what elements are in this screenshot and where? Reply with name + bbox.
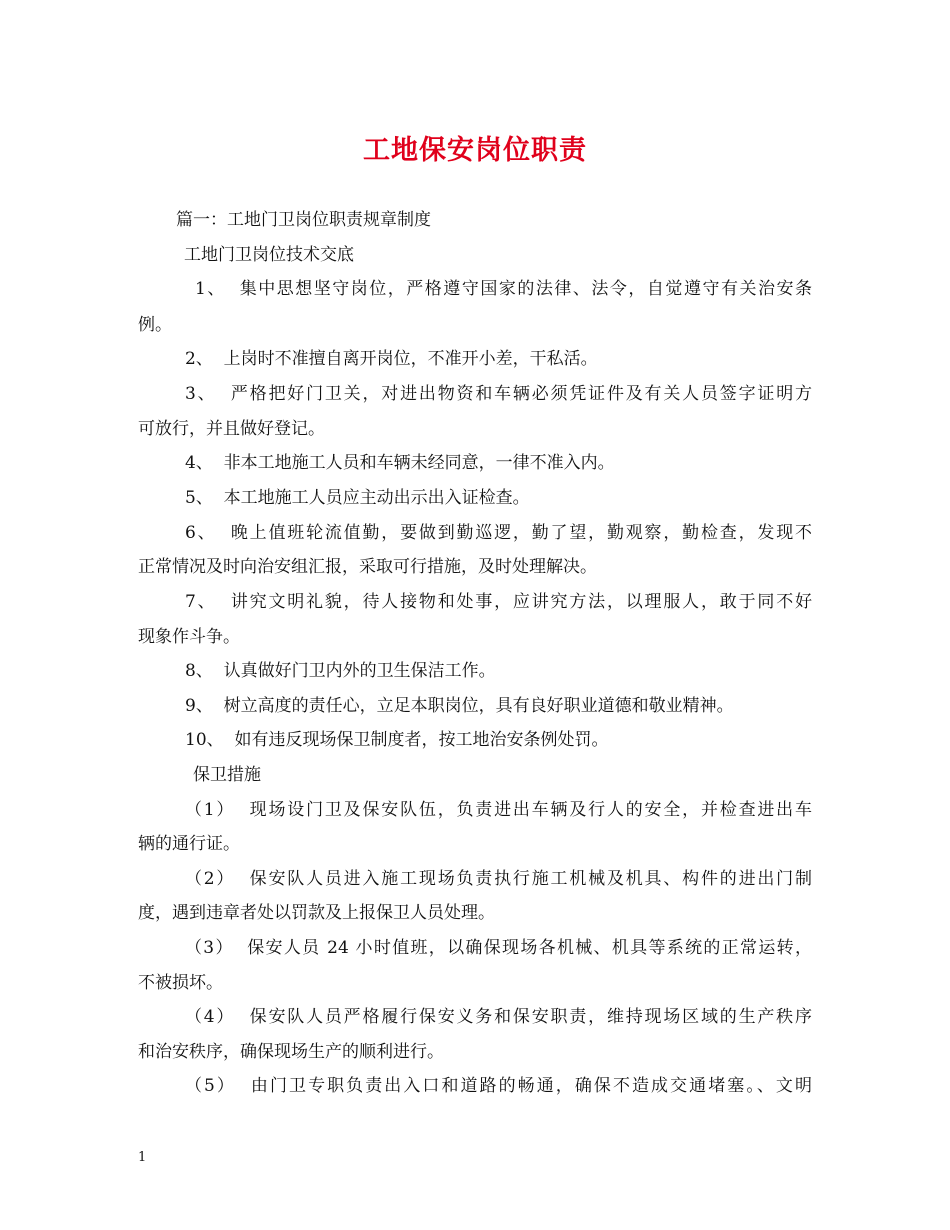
measure-continuation: 辆的通行证。 <box>138 834 240 854</box>
subsection-heading: 工地门卫岗位技术交底 <box>184 245 354 265</box>
measure-continuation: 度，遇到违章者处以罚款及上报保卫人员处理。 <box>138 903 495 923</box>
measure-continuation: 和治安秩序，确保现场生产的顺利进行。 <box>138 1042 444 1062</box>
list-item-line: 9、 树立高度的责任心，立足本职岗位，具有良好职业道德和敬业精神。 <box>185 696 734 716</box>
list-item-line: 3、 严格把好门卫关，对进出物资和车辆必须凭证件及有关人员签字证明方 <box>185 384 812 404</box>
measure-continuation: 不被损坏。 <box>138 973 223 993</box>
section-heading: 篇一：工地门卫岗位职责规章制度 <box>176 210 431 230</box>
measure-line: （2） 保安队人员进入施工现场负责执行施工机械及机具、构件的进出门制 <box>185 869 812 889</box>
measure-line: （4） 保安队人员严格履行保安义务和保安职责，维持现场区域的生产秩序 <box>185 1007 812 1027</box>
list-item-line: 7、 讲究文明礼貌，待人接物和处事，应讲究方法，以理服人，敢于同不好 <box>185 592 812 612</box>
measure-line: （1） 现场设门卫及保安队伍，负责进出车辆及行人的安全，并检查进出车 <box>185 800 812 820</box>
list-item-continuation: 现象作斗争。 <box>138 627 240 647</box>
subsection-heading: 保卫措施 <box>193 765 261 785</box>
list-item-line: 10、 如有违反现场保卫制度者，按工地治安条例处罚。 <box>185 730 609 750</box>
list-item-line: 2、 上岗时不准擅自离开岗位，不准开小差，干私活。 <box>185 349 598 369</box>
list-item-line: 8、 认真做好门卫内外的卫生保洁工作。 <box>185 661 496 681</box>
list-item-line: 4、 非本工地施工人员和车辆未经同意，一律不准入内。 <box>185 453 615 473</box>
document-title: 工地保安岗位职责 <box>363 135 587 166</box>
list-item-line: 5、 本工地施工人员应主动出示出入证检查。 <box>185 488 530 508</box>
list-item-line: 6、 晚上值班轮流值勤，要做到勤巡逻，勤了望，勤观察，勤检查，发现不 <box>185 523 812 543</box>
list-item-continuation: 例。 <box>138 315 172 335</box>
measure-line: （5） 由门卫专职负责出入口和道路的畅通，确保不造成交通堵塞。、文明 <box>185 1076 812 1096</box>
list-item-line: 1、 集中思想坚守岗位，严格遵守国家的法律、法令，自觉遵守有关治安条 <box>195 279 813 299</box>
page-number: 1 <box>138 1150 147 1165</box>
measure-line: （3） 保安人员 24 小时值班，以确保现场各机械、机具等系统的正常运转， <box>185 938 812 958</box>
list-item-continuation: 可放行，并且做好登记。 <box>138 419 325 439</box>
list-item-continuation: 正常情况及时向治安组汇报，采取可行措施，及时处理解决。 <box>138 557 597 577</box>
